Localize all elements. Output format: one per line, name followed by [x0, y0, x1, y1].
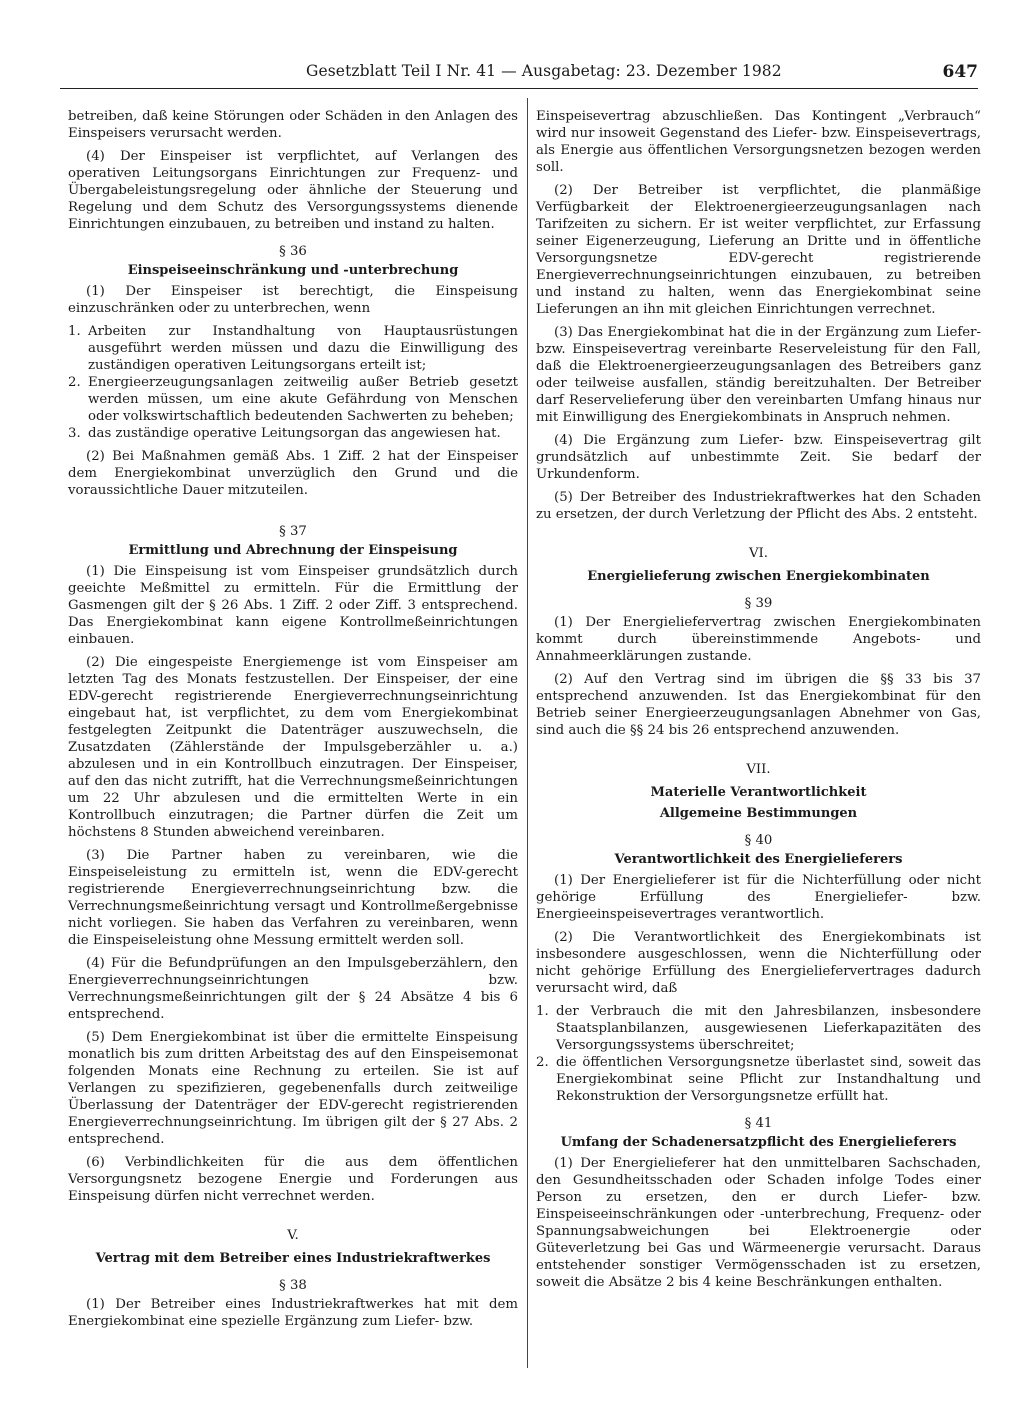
list-number: 3. — [68, 426, 81, 441]
paragraph: betreiben, daß keine Störungen oder Schäden in den Anlagen des Einspeisers verursacht werden. — [68, 109, 518, 141]
numbered-list — [536, 1003, 981, 1105]
paragraph: (1) Der Energieliefervertrag zwischen Energiekombinaten kommt durch übereinstimmende Angebots- und Annahmeerklärungen zustande. — [536, 615, 981, 664]
chapter-title: Energielieferung zwischen Energiekombinaten — [587, 569, 930, 584]
header-title: Gesetzblatt Teil I Nr. 41 — Ausgabetag: 23. Dezember 1982 — [306, 62, 782, 80]
chapter-number: V. — [287, 1228, 299, 1243]
paragraph: (1) Der Einspeiser ist berechtigt, die Einspeisung einzuschränken oder zu unterbrechen, wenn — [68, 284, 518, 316]
paragraph: (4) Die Ergänzung zum Liefer- bzw. Einspeisevertrag gilt grundsätzlich auf unbestimmte Zeit. Sie bedarf der Urkundenform. — [536, 433, 981, 482]
section-title: Ermittlung und Abrechnung der Einspeisung — [128, 543, 458, 558]
paragraph: (1) Der Betreiber eines Industriekraftwerkes hat mit dem Energiekombinat eine spezielle Ergänzung zum Liefer- bzw. — [68, 1297, 518, 1329]
section-title: Verantwortlichkeit des Energielieferers — [614, 852, 903, 867]
paragraph: (6) Verbindlichkeiten für die aus dem öffentlichen Versorgungsnetz bezogene Energie und Forderungen aus Einspeisung dürfen nicht verrechnet werden. — [68, 1155, 518, 1204]
paragraph: (3) Die Partner haben zu vereinbaren, wie die Einspeiseleistung zu ermitteln ist, wenn die EDV-gerecht registrierende Energieverrechnungseinrichtung bzw. die Verrechnungsmeßeinrichtung versagt und Kontrollmeßergebnisse nicht vorliegen. Sie haben das Verfahren zu vereinbaren, wenn die Einspeiseleistung ohne Messung ermittelt werden soll. — [68, 848, 518, 948]
chapter-subtitle: Allgemeine Bestimmungen — [659, 806, 858, 821]
paragraph: (4) Der Einspeiser ist verpflichtet, auf Verlangen des operativen Leitungsorgans Einrichtungen zur Frequenz- und Übergabeleistungsregelung oder ähnliche der Steuerung und Regelung und dem Schutz des Versorgungssystems dienende Einrichtungen einzubauen, zu betreiben und instand zu halten. — [68, 149, 518, 232]
list-text: Energieerzeugungsanlagen zeitweilig außer Betrieb gesetzt werden müssen, um eine akute Gefährdung von Menschen oder volkswirtschaftlich bedeutenden Sachwerten zu beheben; — [88, 375, 518, 424]
chapter-title: Materielle Verantwortlichkeit — [650, 785, 867, 800]
page-number: 647 — [942, 62, 978, 82]
list-number: 1. — [68, 324, 81, 339]
list-text: das zuständige operative Leitungsorgan das angewiesen hat. — [88, 426, 501, 441]
paragraph: (5) Dem Energiekombinat ist über die ermittelte Einspeisung monatlich bis zum dritten Arbeitstag des auf den Einspeisemonat folgenden Monats eine Rechnung zu erteilen. Sie ist auf Verlangen zu spezifizieren, gegebenenfalls durch zeitweilige Überlassung der Datenträger der EDV-gerecht registrierenden Energieverrechnungseinrichtung. Im übrigen gilt der § 27 Abs. 2 entsprechend. — [68, 1030, 518, 1147]
section-number: § 41 — [744, 1116, 773, 1131]
paragraph: (4) Für die Befundprüfungen an den Impulsgeberzählern, den Energieverrechnungseinrichtungen bzw. Verrechnungsmeßeinrichtungen gilt der § 24 Absätze 4 bis 6 entsprechend. — [68, 956, 518, 1022]
section-number: § 40 — [744, 833, 773, 848]
paragraph: (1) Der Energielieferer ist für die Nichterfüllung oder nicht gehörige Erfüllung des Energieliefer- bzw. Energieeinspeisevertrages verantwortlich. — [536, 873, 981, 922]
list-text: Arbeiten zur Instandhaltung von Hauptausrüstungen ausgeführt werden müssen und dazu die Einwilligung des zuständigen operativen Leitungsorgans erteilt ist; — [88, 324, 518, 373]
column-divider — [527, 98, 528, 1368]
right-column — [536, 108, 981, 1297]
paragraph: (2) Auf den Vertrag sind im übrigen die §§ 33 bis 37 entsprechend anzuwenden. Ist das Energiekombinat für den Betrieb seiner Energieerzeugungsanlagen Abnehmer von Gas, sind auch die §§ 24 bis 26 entsprechend anzuwenden. — [536, 672, 981, 738]
paragraph: (5) Der Betreiber des Industriekraftwerkes hat den Schaden zu ersetzen, der durch Verletzung der Pflicht des Abs. 2 entsteht. — [536, 490, 981, 522]
paragraph: (2) Der Betreiber ist verpflichtet, die planmäßige Verfügbarkeit der Elektroenergieerzeugungsanlagen nach Tarifzeiten zu sichern. Er ist weiter verpflichtet, zur Erfassung seiner Eigenerzeugung, Lieferung an Dritte und in öffentliche Versorgungsnetze EDV-gerecht registrierende Energieverrechnungseinrichtungen einzubauen, zu betreiben und instand zu halten, wenn das Energiekombinat seine Lieferungen an ihn mit gleichen Einrichtungen verrechnet. — [536, 183, 981, 317]
section-title: Umfang der Schadenersatzpflicht des Energielieferers — [560, 1135, 957, 1150]
section-number: § 39 — [744, 596, 773, 611]
paragraph: (1) Der Energielieferer hat den unmittelbaren Sachschaden, den Gesundheitsschaden oder Schaden infolge Todes einer Person zu ersetzen, den er durch Liefer- bzw. Einspeiseeinschränkungen oder -unterbrechung, Frequenz- oder Spannungsabweichungen bei Elektroenergie oder Güteverletzung bei Gas und Wärmeenergie verursacht. Daraus entstehender sonstiger Vermögensschaden ist zu ersetzen, soweit die Absätze 2 bis 4 keine Beschränkungen enthalten. — [536, 1156, 981, 1290]
list-item — [68, 425, 518, 442]
header-rule — [60, 88, 978, 89]
section-number: § 37 — [279, 524, 307, 539]
list-number: 2. — [536, 1055, 549, 1070]
paragraph: (2) Bei Maßnahmen gemäß Abs. 1 Ziff. 2 hat der Einspeiser dem Energiekombinat unverzüglich den Grund und die voraussichtliche Dauer mitzuteilen. — [68, 449, 518, 498]
paragraph: Einspeisevertrag abzuschließen. Das Kontingent „Verbrauch“ wird nur insoweit Gegenstand des Liefer- bzw. Einspeisevertrags, als Energie aus öffentlichen Versorgungsnetzen bezogen werden soll. — [536, 109, 981, 175]
section-number: § 36 — [279, 244, 307, 259]
paragraph: (2) Die Verantwortlichkeit des Energiekombinats ist insbesondere ausgeschlossen, wenn die Nichterfüllung oder nicht gehörige Erfüllung des Energieliefervertrages dadurch verursacht wird, daß — [536, 930, 981, 996]
chapter-title: Vertrag mit dem Betreiber eines Industriekraftwerkes — [95, 1251, 491, 1266]
left-column — [68, 108, 518, 1336]
paragraph: (1) Die Einspeisung ist vom Einspeiser grundsätzlich durch geeichte Meßmittel zu ermitteln. Für die Ermittlung der Gasmengen gilt der § 26 Abs. 1 Ziff. 2 oder Ziff. 3 entsprechend. Das Energiekombinat kann eigene Kontrollmeßeinrichtungen einbauen. — [68, 564, 518, 647]
list-number: 1. — [536, 1004, 549, 1019]
paragraph: (3) Das Energiekombinat hat die in der Ergänzung zum Liefer- bzw. Einspeisevertrag vereinbarte Reserveleistung für den Fall, daß die Elektroenergieerzeugungsanlagen des Betreibers ganz oder teilweise ausfallen, ständig bereitzuhalten. Der Betreiber darf Reservelieferung über den vereinbarten Umfang hinaus nur mit Einwilligung des Energiekombinats in Anspruch nehmen. — [536, 325, 981, 425]
list-number: 2. — [68, 375, 81, 390]
list-item — [68, 323, 518, 374]
list-text: der Verbrauch die mit den Jahresbilanzen, insbesondere Staatsplanbilanzen, ausgewiesenen Lieferkapazitäten des Versorgungssystems überschreitet; — [556, 1004, 981, 1053]
numbered-list — [68, 323, 518, 442]
chapter-number: VI. — [748, 546, 769, 561]
page-header — [60, 62, 978, 86]
section-number: § 38 — [279, 1278, 307, 1293]
list-item — [536, 1003, 981, 1054]
list-item — [536, 1054, 981, 1105]
list-item — [68, 374, 518, 425]
chapter-number: VII. — [746, 762, 771, 777]
section-title: Einspeiseeinschränkung und -unterbrechung — [127, 263, 459, 278]
list-text: die öffentlichen Versorgungsnetze überlastet sind, soweit das Energiekombinat seine Pflicht zur Instandhaltung und Rekonstruktion der Versorgungsnetze erfüllt hat. — [556, 1055, 981, 1104]
paragraph: (2) Die eingespeiste Energiemenge ist vom Einspeiser am letzten Tag des Monats festzustellen. Der Einspeiser, der eine EDV-gerecht registrierende Energieverrechnungseinrichtung eingebaut hat, ist verpflichtet, zu dem vom Energiekombinat festgelegten Zeitpunkt die Datenträger auszuwechseln, die Zusatzdaten (Zählerstände der Impulsgeberzähler u. a.) abzulesen und in ein Kontrollbuch einzutragen. Der Einspeiser, auf den das nicht zutrifft, hat die Verrechnungsmeßeinrichtungen um 22 Uhr abzulesen und die ermittelten Werte in ein Kontrollbuch einzutragen; die Partner dürfen die Zeit um höchstens 8 Stunden abweichend vereinbaren. — [68, 655, 518, 840]
